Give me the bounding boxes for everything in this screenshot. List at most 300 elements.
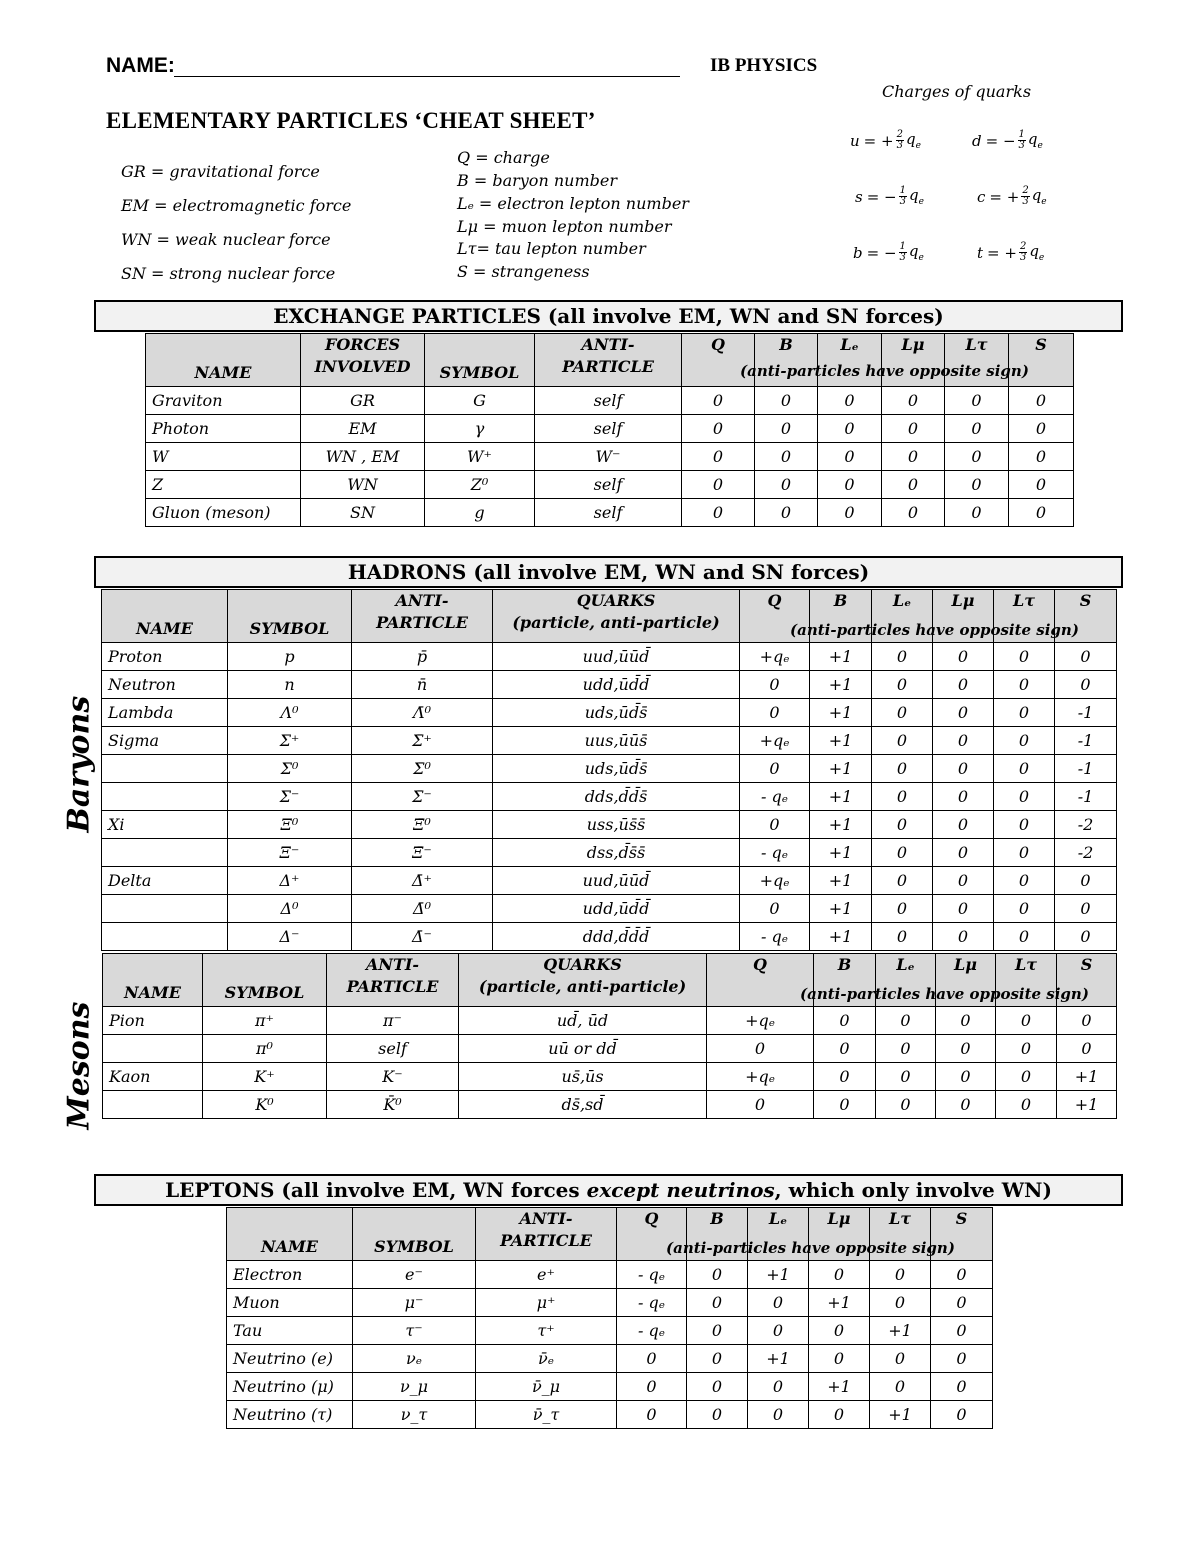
particle-name-cell xyxy=(102,783,228,811)
quark-charge-c xyxy=(977,186,1047,207)
table-cell: +1 xyxy=(810,783,872,811)
table-cell: e⁺ xyxy=(476,1261,617,1289)
table-cell: 0 xyxy=(933,867,994,895)
table-cell: 0 xyxy=(872,811,933,839)
table-cell: 0 xyxy=(809,1345,870,1373)
table-cell: 0 xyxy=(994,727,1055,755)
table-row xyxy=(102,671,1117,699)
charge-unit-q: q xyxy=(905,130,916,148)
table-row xyxy=(102,839,1117,867)
table-cell: 0 xyxy=(682,443,755,471)
charge-unit-q: q xyxy=(908,186,919,204)
table-cell: 0 xyxy=(872,643,933,671)
table-cell: +1 xyxy=(810,811,872,839)
table-cell: 0 xyxy=(933,727,994,755)
quark-symbol: u xyxy=(850,131,860,150)
table-cell: 0 xyxy=(876,1007,936,1035)
quark-fraction xyxy=(1021,186,1029,207)
header-cell: S xyxy=(931,1208,993,1261)
table-cell: 0 xyxy=(1057,1007,1117,1035)
table-cell: 0 xyxy=(876,1035,936,1063)
table-cell: Σ⁻ xyxy=(228,783,352,811)
table-cell: Λ̄⁰ xyxy=(352,699,493,727)
particle-name-cell: Xi xyxy=(102,811,228,839)
table-cell: 0 xyxy=(945,415,1009,443)
quarks-header: QUARKS xyxy=(543,955,622,974)
table-row xyxy=(102,867,1117,895)
table-row xyxy=(227,1289,993,1317)
table-cell: +1 xyxy=(1057,1063,1117,1091)
table-cell: γ xyxy=(425,415,535,443)
fraction-numerator: 2 xyxy=(1022,185,1029,196)
table-row xyxy=(102,895,1117,923)
leptons-banner xyxy=(94,1174,1123,1206)
table-cell: 0 xyxy=(933,755,994,783)
header-cell: FORCES INVOLVED xyxy=(301,334,425,387)
table-cell: +qₑ xyxy=(707,1063,814,1091)
table-cell: dss,d̄s̄s̄ xyxy=(493,839,740,867)
header-cell: NAME xyxy=(102,590,228,643)
table-cell: μ⁻ xyxy=(353,1289,476,1317)
table-cell: 0 xyxy=(872,895,933,923)
header-cell: Lτ xyxy=(945,334,1009,387)
table-cell: W⁻ xyxy=(535,443,682,471)
table-cell: 0 xyxy=(933,699,994,727)
charge-unit xyxy=(1028,130,1043,151)
charge-unit-q: q xyxy=(1029,242,1039,260)
table-cell: uū or dd̄ xyxy=(459,1035,707,1063)
table-cell: +qₑ xyxy=(740,727,810,755)
quark-sign: = + xyxy=(987,243,1017,262)
table-cell: 0 xyxy=(617,1345,687,1373)
table-cell: ddd,d̄d̄d̄ xyxy=(493,923,740,951)
exchange-banner: EXCHANGE PARTICLES (all involve EM, WN and SN forces) xyxy=(94,300,1123,332)
fraction-denominator: 3 xyxy=(1022,196,1029,207)
table-cell: 0 xyxy=(617,1401,687,1429)
table-cell: 0 xyxy=(687,1289,748,1317)
table-cell: 0 xyxy=(870,1261,931,1289)
quark-fraction xyxy=(899,242,907,263)
legend-gr: GR = gravitational force xyxy=(121,162,320,181)
particle-name-cell: Sigma xyxy=(102,727,228,755)
table-cell: 0 xyxy=(748,1289,809,1317)
table-cell: g xyxy=(425,499,535,527)
table-cell: 0 xyxy=(1055,643,1117,671)
fraction-numerator: 1 xyxy=(899,185,906,196)
particle-name-cell: Pion xyxy=(103,1007,203,1035)
fraction-numerator: 1 xyxy=(899,241,906,252)
table-cell: udd,ūd̄d̄ xyxy=(493,671,740,699)
table-cell: 0 xyxy=(617,1373,687,1401)
quark-charge-u xyxy=(850,130,921,151)
particle-name-cell xyxy=(102,923,228,951)
particle-name-cell: Neutron xyxy=(102,671,228,699)
quark-charge-b xyxy=(853,242,924,263)
legend-tau-lepton: Lτ= tau lepton number xyxy=(457,239,646,258)
table-cell: Ξ̄⁰ xyxy=(352,811,493,839)
table-cell: Δ̄⁺ xyxy=(352,867,493,895)
header-cell: Lτ xyxy=(870,1208,931,1261)
table-cell: 0 xyxy=(882,471,945,499)
fraction-denominator: 3 xyxy=(899,252,906,263)
table-cell: uss,ūs̄s̄ xyxy=(493,811,740,839)
table-cell: Δ⁻ xyxy=(228,923,352,951)
table-cell: 0 xyxy=(936,1035,996,1063)
header-cell: ANTI- PARTICLE xyxy=(352,590,493,643)
quark-sign: = + xyxy=(989,187,1020,206)
table-cell: WN , EM xyxy=(301,443,425,471)
table-cell: 0 xyxy=(748,1317,809,1345)
particle-name-cell: Kaon xyxy=(103,1063,203,1091)
table-cell: 0 xyxy=(818,387,882,415)
table-cell: K⁺ xyxy=(203,1063,327,1091)
legend-baryon: B = baryon number xyxy=(457,171,617,190)
quark-symbol: t xyxy=(977,243,984,262)
charge-unit-sub: e xyxy=(1037,141,1043,151)
hadrons-note: (anti-particles have opposite sign) xyxy=(790,621,1079,639)
header-cell: Lₑ xyxy=(872,590,933,643)
table-cell: Σ⁰ xyxy=(228,755,352,783)
mesons-label: Mesons xyxy=(61,1001,97,1130)
table-cell: 0 xyxy=(994,671,1055,699)
table-cell: Σ̄⁻ xyxy=(352,783,493,811)
header-cell: Lμ xyxy=(882,334,945,387)
table-row xyxy=(103,1091,1117,1119)
table-cell: -1 xyxy=(1055,783,1117,811)
table-cell: +1 xyxy=(810,839,872,867)
table-cell: K⁻ xyxy=(327,1063,459,1091)
quark-charge-s xyxy=(855,186,924,207)
table-cell: 0 xyxy=(755,499,818,527)
header-cell: NAME xyxy=(146,334,301,387)
table-cell: self xyxy=(535,415,682,443)
quark-sign: = − xyxy=(866,243,897,262)
legend-muon-lepton: Lμ = muon lepton number xyxy=(457,217,672,236)
table-cell: +1 xyxy=(810,923,872,951)
fraction-denominator: 3 xyxy=(896,140,903,151)
table-cell: +1 xyxy=(810,867,872,895)
table-cell: e⁻ xyxy=(353,1261,476,1289)
header-cell: Lₑ xyxy=(876,954,936,1007)
table-cell: 0 xyxy=(945,443,1009,471)
header-cell: SYMBOL xyxy=(425,334,535,387)
table-cell: 0 xyxy=(933,811,994,839)
name-label: NAME: xyxy=(106,54,175,77)
table-cell: 0 xyxy=(1055,923,1117,951)
table-cell: dds,d̄d̄s̄ xyxy=(493,783,740,811)
header-cell: Lₑ xyxy=(748,1208,809,1261)
header-cell xyxy=(493,590,740,643)
table-cell: 0 xyxy=(931,1401,993,1429)
table-row xyxy=(102,643,1117,671)
table-cell: 0 xyxy=(740,811,810,839)
table-cell: K⁰ xyxy=(203,1091,327,1119)
table-cell: EM xyxy=(301,415,425,443)
table-cell: 0 xyxy=(872,699,933,727)
table-cell: +1 xyxy=(870,1401,931,1429)
table-cell: self xyxy=(535,471,682,499)
charge-unit-sub: e xyxy=(918,253,924,263)
table-cell: 0 xyxy=(1055,895,1117,923)
mesons-note: (anti-particles have opposite sign) xyxy=(800,985,1089,1003)
table-cell: 0 xyxy=(931,1317,993,1345)
quarks-header: QUARKS xyxy=(576,591,656,610)
table-cell: 0 xyxy=(682,415,755,443)
table-cell: 0 xyxy=(755,387,818,415)
header-cell: Q xyxy=(617,1208,687,1261)
table-cell: 0 xyxy=(1009,499,1074,527)
table-cell: 0 xyxy=(945,471,1009,499)
header-cell: Lτ xyxy=(996,954,1057,1007)
table-cell: 0 xyxy=(872,867,933,895)
name-blank-line[interactable] xyxy=(174,76,680,77)
leptons-note: (anti-particles have opposite sign) xyxy=(666,1239,955,1257)
table-cell: 0 xyxy=(933,643,994,671)
table-cell: 0 xyxy=(933,783,994,811)
table-cell: +1 xyxy=(809,1373,870,1401)
table-cell: 0 xyxy=(682,471,755,499)
table-cell: - qₑ xyxy=(617,1289,687,1317)
table-row xyxy=(227,1317,993,1345)
charge-unit-q: q xyxy=(908,242,919,260)
table-row xyxy=(102,699,1117,727)
table-cell: 0 xyxy=(1009,387,1074,415)
table-cell: 0 xyxy=(687,1317,748,1345)
charge-unit xyxy=(909,242,924,263)
header-cell: Lμ xyxy=(809,1208,870,1261)
mesons-table xyxy=(102,953,1117,1119)
table-cell: 0 xyxy=(1057,1035,1117,1063)
header-cell: Lτ xyxy=(994,590,1055,643)
table-cell: 0 xyxy=(814,1007,876,1035)
table-cell: K̄⁰ xyxy=(327,1091,459,1119)
course-title: IB PHYSICS xyxy=(710,55,818,76)
table-cell: π⁻ xyxy=(327,1007,459,1035)
baryons-table xyxy=(101,589,1117,951)
quark-sign: = − xyxy=(866,187,897,206)
quark-charge-d xyxy=(972,130,1043,151)
fraction-denominator: 3 xyxy=(899,196,906,207)
header-cell: B xyxy=(814,954,876,1007)
table-cell: 0 xyxy=(682,499,755,527)
table-cell: Δ̄⁻ xyxy=(352,923,493,951)
header-cell: SYMBOL xyxy=(203,954,327,1007)
table-cell: Σ̄⁺ xyxy=(352,727,493,755)
quark-symbol: d xyxy=(972,131,982,150)
table-cell: uud,ūūd̄ xyxy=(493,867,740,895)
header-cell: B xyxy=(755,334,818,387)
table-cell: νₑ xyxy=(353,1345,476,1373)
table-row xyxy=(103,1063,1117,1091)
table-cell: +1 xyxy=(748,1345,809,1373)
table-cell: Ξ⁻ xyxy=(228,839,352,867)
table-cell: self xyxy=(535,387,682,415)
quark-charges-title: Charges of quarks xyxy=(882,82,1032,101)
baryons-label: Baryons xyxy=(61,695,97,833)
table-cell: +1 xyxy=(748,1261,809,1289)
table-cell: 0 xyxy=(740,699,810,727)
table-row xyxy=(102,923,1117,951)
header-cell: Lμ xyxy=(933,590,994,643)
table-cell: Δ⁺ xyxy=(228,867,352,895)
table-cell: G xyxy=(425,387,535,415)
header-cell: Lμ xyxy=(936,954,996,1007)
table-cell: 0 xyxy=(687,1261,748,1289)
quark-fraction xyxy=(1019,242,1027,263)
table-cell: 0 xyxy=(809,1317,870,1345)
table-cell: 0 xyxy=(818,499,882,527)
table-cell: 0 xyxy=(682,387,755,415)
header-cell: Q xyxy=(707,954,814,1007)
legend-strangeness: S = strangeness xyxy=(457,262,590,281)
table-cell: 0 xyxy=(882,415,945,443)
table-cell: p xyxy=(228,643,352,671)
table-row xyxy=(102,811,1117,839)
charge-unit xyxy=(906,130,921,151)
table-cell: 0 xyxy=(931,1289,993,1317)
quarks-subheader: (particle, anti-particle) xyxy=(478,977,687,996)
table-cell: 0 xyxy=(994,643,1055,671)
table-cell: 0 xyxy=(755,443,818,471)
table-cell: 0 xyxy=(872,839,933,867)
particle-name-cell: Neutrino (e) xyxy=(227,1345,353,1373)
table-cell: Σ̄⁰ xyxy=(352,755,493,783)
table-cell: 0 xyxy=(872,727,933,755)
table-cell: +1 xyxy=(810,727,872,755)
table-cell: - qₑ xyxy=(617,1317,687,1345)
table-cell: ds̄,sd̄ xyxy=(459,1091,707,1119)
table-cell: GR xyxy=(301,387,425,415)
table-cell: uds,ūd̄s̄ xyxy=(493,699,740,727)
particle-name-cell: Neutrino (τ) xyxy=(227,1401,353,1429)
table-row xyxy=(103,1007,1117,1035)
table-cell: 0 xyxy=(740,895,810,923)
table-row xyxy=(227,1345,993,1373)
table-cell: - qₑ xyxy=(617,1261,687,1289)
table-cell: 0 xyxy=(933,839,994,867)
table-cell: W⁺ xyxy=(425,443,535,471)
table-cell: 0 xyxy=(994,923,1055,951)
leptons-banner-a: LEPTONS (all involve EM, WN forces xyxy=(165,1178,587,1202)
particle-name-cell xyxy=(103,1091,203,1119)
table-cell: 0 xyxy=(707,1035,814,1063)
fraction-denominator: 3 xyxy=(1019,252,1027,263)
charge-unit-sub: e xyxy=(1038,253,1045,263)
legend-wn: WN = weak nuclear force xyxy=(121,230,331,249)
table-cell: 0 xyxy=(1055,671,1117,699)
table-row xyxy=(146,499,1074,527)
table-cell: 0 xyxy=(1009,471,1074,499)
table-cell: 0 xyxy=(755,415,818,443)
table-cell: Ξ⁰ xyxy=(228,811,352,839)
particle-name-cell: Photon xyxy=(146,415,301,443)
leptons-banner-c: , which only involve WN) xyxy=(774,1178,1052,1202)
table-cell: 0 xyxy=(931,1345,993,1373)
charge-unit-sub: e xyxy=(1041,197,1047,207)
charge-unit xyxy=(909,186,924,207)
particle-name-cell: W xyxy=(146,443,301,471)
table-cell: 0 xyxy=(931,1261,993,1289)
particle-name-cell: Neutrino (μ) xyxy=(227,1373,353,1401)
particle-name-cell: Tau xyxy=(227,1317,353,1345)
table-cell: 0 xyxy=(996,1007,1057,1035)
table-cell: 0 xyxy=(1009,443,1074,471)
table-cell: 0 xyxy=(740,755,810,783)
table-cell: 0 xyxy=(876,1091,936,1119)
particle-name-cell xyxy=(102,895,228,923)
quark-sign: = + xyxy=(863,131,894,150)
header-cell: B xyxy=(687,1208,748,1261)
table-cell: self xyxy=(327,1035,459,1063)
table-cell: Λ⁰ xyxy=(228,699,352,727)
charge-unit-sub: e xyxy=(918,197,924,207)
header-cell xyxy=(459,954,707,1007)
quark-symbol: s xyxy=(855,187,863,206)
table-cell: τ⁻ xyxy=(353,1317,476,1345)
table-cell: +1 xyxy=(810,643,872,671)
table-cell: 0 xyxy=(818,443,882,471)
particle-name-cell: Delta xyxy=(102,867,228,895)
table-cell: +1 xyxy=(1057,1091,1117,1119)
header-cell: Q xyxy=(682,334,755,387)
table-cell: 0 xyxy=(872,755,933,783)
table-row xyxy=(102,783,1117,811)
table-cell: 0 xyxy=(876,1063,936,1091)
exchange-note: (anti-particles have opposite sign) xyxy=(740,362,1029,380)
legend-em: EM = electromagnetic force xyxy=(121,196,352,215)
table-cell: self xyxy=(535,499,682,527)
table-cell: 0 xyxy=(936,1091,996,1119)
table-cell: 0 xyxy=(687,1373,748,1401)
table-cell: - qₑ xyxy=(740,839,810,867)
table-cell: ν̄_μ xyxy=(476,1373,617,1401)
header-cell: B xyxy=(810,590,872,643)
table-cell: +qₑ xyxy=(740,867,810,895)
table-row xyxy=(227,1261,993,1289)
table-cell: 0 xyxy=(872,923,933,951)
table-cell: 0 xyxy=(872,671,933,699)
table-cell: 0 xyxy=(870,1345,931,1373)
header-cell: ANTI- PARTICLE xyxy=(476,1208,617,1261)
table-cell: 0 xyxy=(933,923,994,951)
table-row xyxy=(102,755,1117,783)
table-cell: 0 xyxy=(814,1091,876,1119)
particle-name-cell: Proton xyxy=(102,643,228,671)
charge-unit-q: q xyxy=(1031,186,1042,204)
table-cell: 0 xyxy=(882,443,945,471)
table-cell: uus,ūūs̄ xyxy=(493,727,740,755)
fraction-numerator: 2 xyxy=(1019,241,1027,252)
table-cell: 0 xyxy=(809,1401,870,1429)
quark-symbol: b xyxy=(853,243,863,262)
header-cell: SYMBOL xyxy=(228,590,352,643)
table-cell: τ⁺ xyxy=(476,1317,617,1345)
table-cell: uds,ūd̄s̄ xyxy=(493,755,740,783)
table-cell: +qₑ xyxy=(707,1007,814,1035)
quark-fraction xyxy=(1018,130,1026,151)
table-cell: ν_μ xyxy=(353,1373,476,1401)
table-cell: -2 xyxy=(1055,839,1117,867)
fraction-numerator: 2 xyxy=(896,129,903,140)
quark-symbol: c xyxy=(977,187,986,206)
table-cell: 0 xyxy=(994,895,1055,923)
table-cell: 0 xyxy=(870,1373,931,1401)
table-cell: us̄,ūs xyxy=(459,1063,707,1091)
table-cell: Δ̄⁰ xyxy=(352,895,493,923)
table-cell: 0 xyxy=(994,811,1055,839)
table-cell: -2 xyxy=(1055,811,1117,839)
fraction-numerator: 1 xyxy=(1018,129,1025,140)
